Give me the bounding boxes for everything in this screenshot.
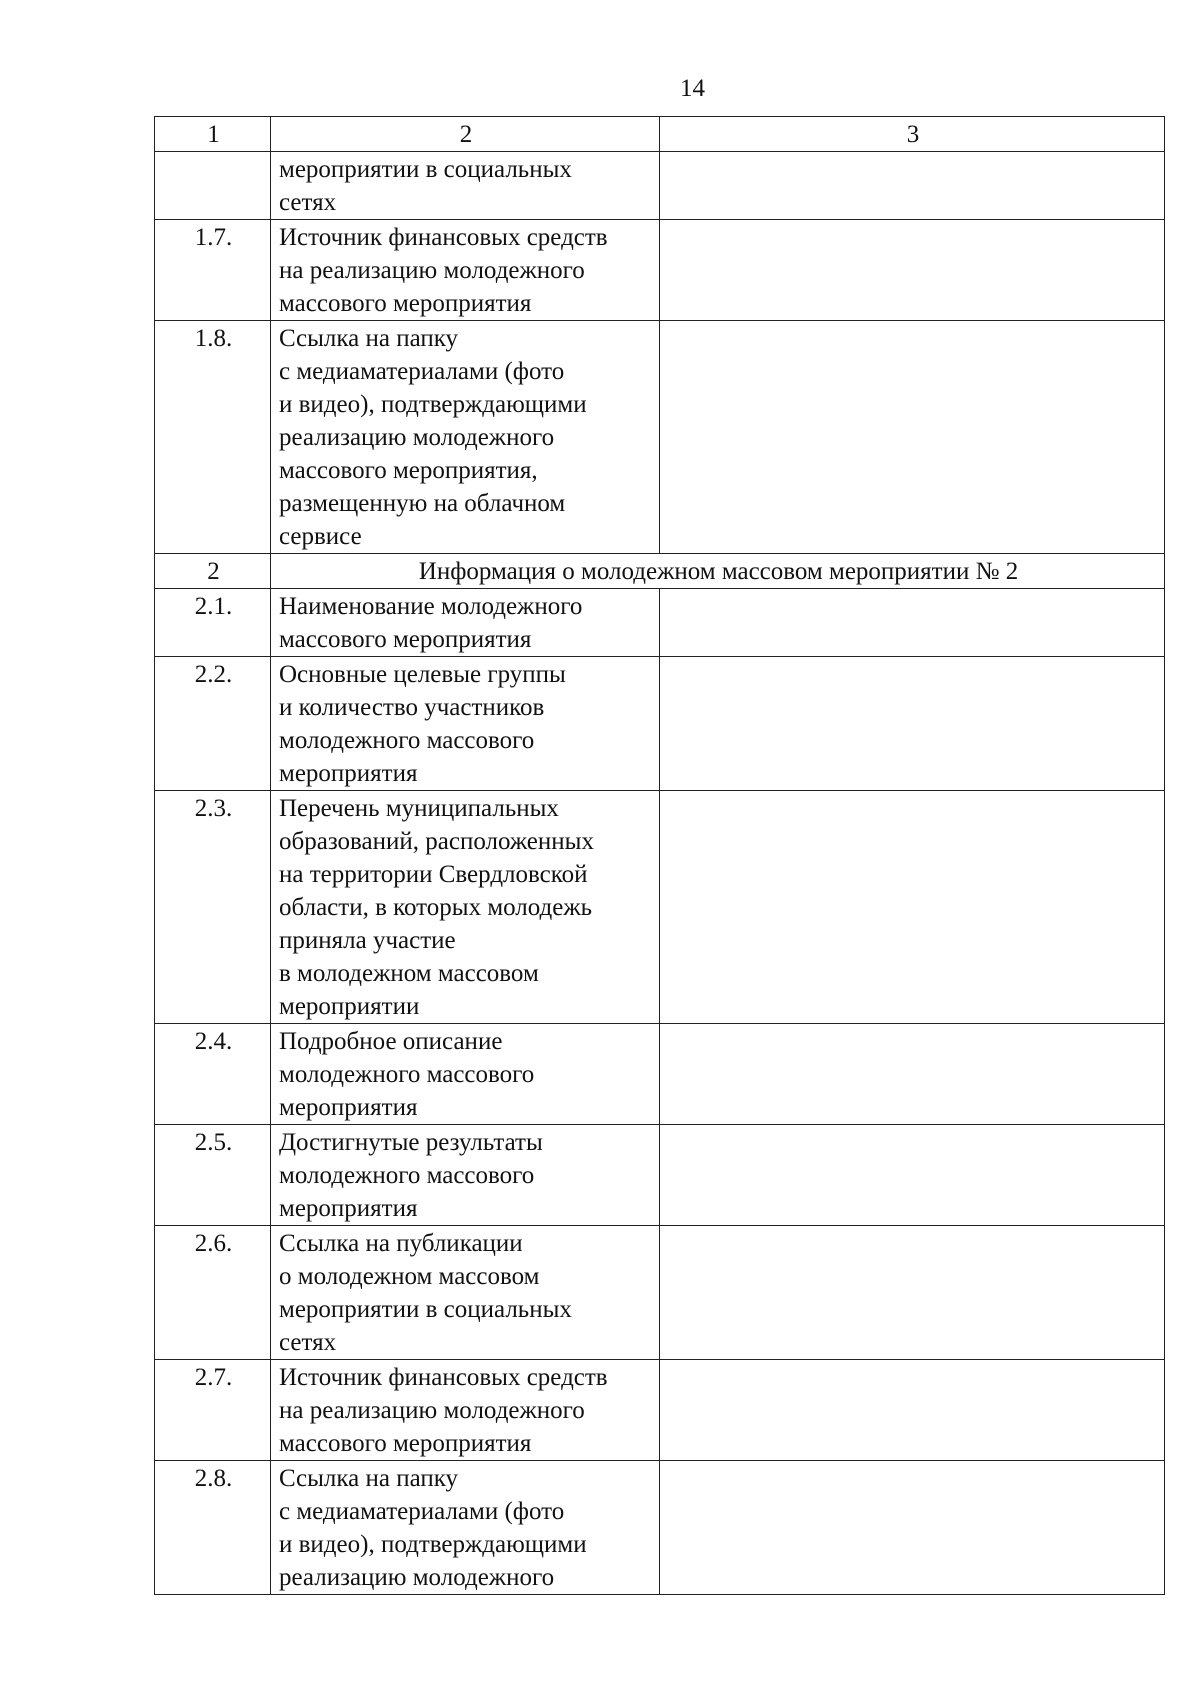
table-row: [155, 1360, 1165, 1461]
row-value-cell[interactable]: [660, 589, 1165, 657]
header-col-2: 2: [271, 117, 660, 152]
row-label: Ссылка на публикации о молодежном массовом мероприятии в социальных сетях: [271, 1226, 660, 1360]
section-title: Информация о молодежном массовом мероприятии № 2: [271, 554, 1165, 589]
table-row: [155, 1461, 1165, 1595]
row-number: 1.7.: [155, 220, 271, 321]
row-number: 2.4.: [155, 1024, 271, 1125]
table-row: [155, 321, 1165, 554]
table-row: [155, 791, 1165, 1024]
section-number: 2: [155, 554, 271, 589]
row-number: 2.2.: [155, 657, 271, 791]
row-number: 2.5.: [155, 1125, 271, 1226]
row-label: Наименование молодежного массового мероприятия: [271, 589, 660, 657]
row-value-cell[interactable]: [660, 1024, 1165, 1125]
row-label: Ссылка на папку с медиаматериалами (фото и видео), подтверждающими реализацию молодежного массового мероприятия, размещенную на облачном сервисе: [271, 321, 660, 554]
section-header-row: [155, 554, 1165, 589]
table-row: [155, 1226, 1165, 1360]
table-row: [155, 220, 1165, 321]
row-value-cell[interactable]: [660, 321, 1165, 554]
row-value-cell[interactable]: [660, 220, 1165, 321]
row-number: 1.8.: [155, 321, 271, 554]
row-value-cell[interactable]: [660, 1226, 1165, 1360]
row-label: Подробное описание молодежного массового мероприятия: [271, 1024, 660, 1125]
row-value-cell[interactable]: [660, 152, 1165, 220]
row-number: 2.3.: [155, 791, 271, 1024]
row-value-cell[interactable]: [660, 1360, 1165, 1461]
table-row: [155, 1024, 1165, 1125]
table-row: [155, 589, 1165, 657]
row-label: Достигнутые результаты молодежного массового мероприятия: [271, 1125, 660, 1226]
row-label: Источник финансовых средств на реализацию молодежного массового мероприятия: [271, 1360, 660, 1461]
row-number: 2.1.: [155, 589, 271, 657]
row-label: Ссылка на папку с медиаматериалами (фото и видео), подтверждающими реализацию молодежного: [271, 1461, 660, 1595]
row-label: Перечень муниципальных образований, расположенных на территории Свердловской области, в которых молодежь приняла участие в молодежном массовом мероприятии: [271, 791, 660, 1024]
header-col-1: 1: [155, 117, 271, 152]
row-label: мероприятии в социальных сетях: [271, 152, 660, 220]
page-number: 14: [680, 75, 705, 102]
row-number: 2.6.: [155, 1226, 271, 1360]
row-value-cell[interactable]: [660, 791, 1165, 1024]
form-table: [154, 116, 1165, 1595]
row-number: 2.8.: [155, 1461, 271, 1595]
row-value-cell[interactable]: [660, 657, 1165, 791]
row-value-cell[interactable]: [660, 1125, 1165, 1226]
table-row: [155, 152, 1165, 220]
row-label: Источник финансовых средств на реализацию молодежного массового мероприятия: [271, 220, 660, 321]
table-row: [155, 1125, 1165, 1226]
table-header-row: [155, 117, 1165, 152]
row-value-cell[interactable]: [660, 1461, 1165, 1595]
row-number: 2.7.: [155, 1360, 271, 1461]
row-label: Основные целевые группы и количество участников молодежного массового мероприятия: [271, 657, 660, 791]
header-col-3: 3: [660, 117, 1165, 152]
table-row: [155, 657, 1165, 791]
row-number: [155, 152, 271, 220]
